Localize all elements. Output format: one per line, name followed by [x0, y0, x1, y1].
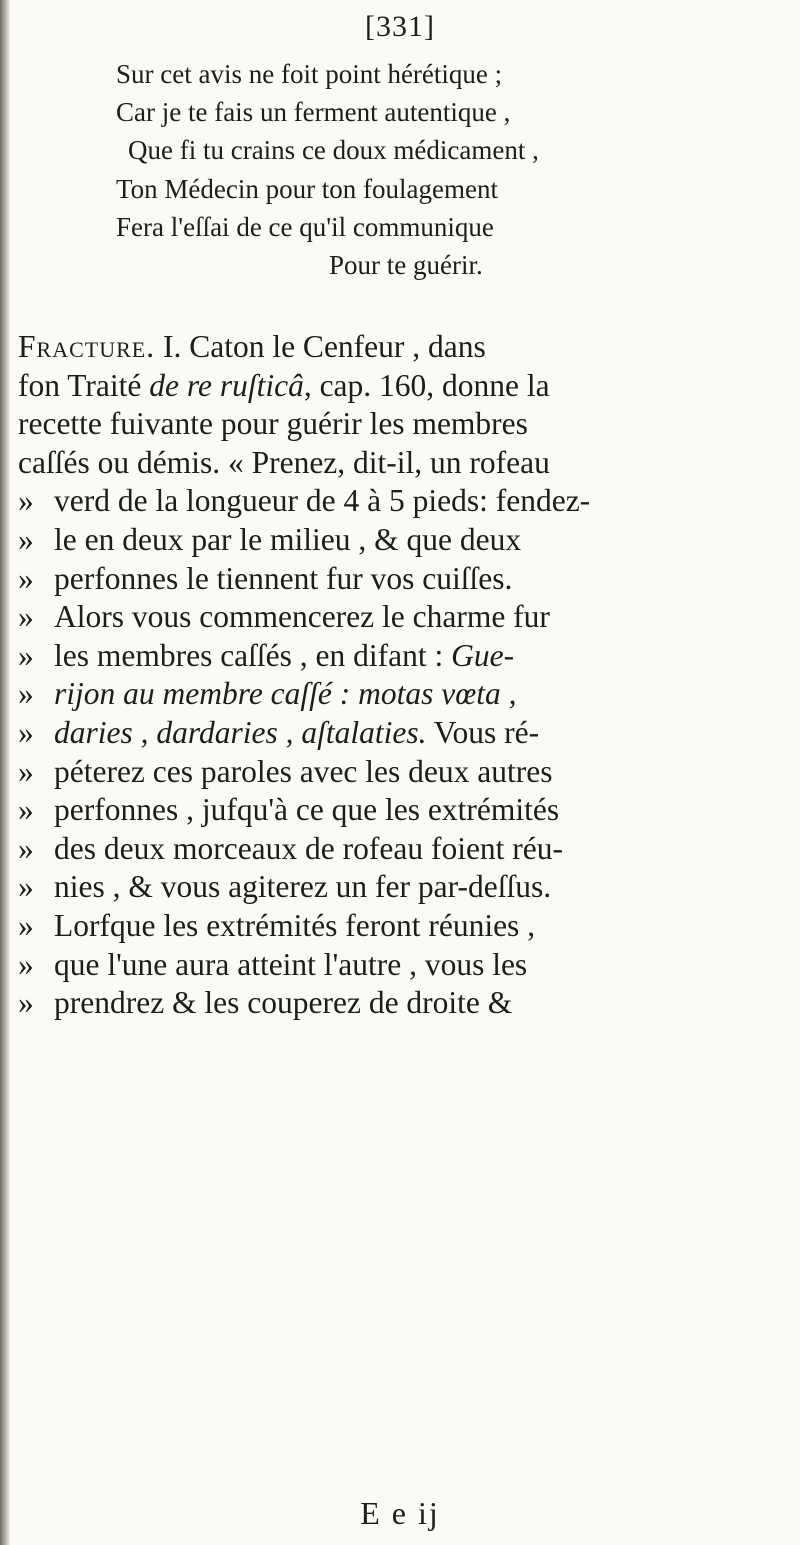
quoted-line	[18, 830, 788, 869]
quoted-line	[18, 714, 788, 753]
quoted-passage	[18, 482, 788, 1022]
entry-text: fon Traité	[18, 367, 150, 403]
quote-marker: »	[18, 946, 34, 982]
poem-line: Que fi tu crains ce doux médicament ,	[128, 135, 539, 166]
line-text: verd de la longueur de 4 à 5 pieds: fendez-	[54, 483, 591, 519]
quoted-line	[18, 637, 788, 676]
line-text: que l'une aura atteint l'autre , vous les	[54, 946, 528, 982]
quote-marker: »	[18, 676, 34, 712]
line-text: Alors vous commencerez le charme fur	[54, 599, 550, 635]
quoted-line-text	[54, 560, 512, 599]
line-text: perfonnes le tiennent fur vos cuiſſes.	[54, 560, 513, 596]
quoted-line-text	[54, 984, 512, 1023]
poem-line: Car je te fais un ferment autentique ,	[116, 97, 511, 128]
poem-block	[116, 55, 756, 284]
quote-marker: »	[18, 483, 34, 519]
quoted-line-text	[54, 753, 552, 792]
entry-text: Caton le Cenfeur , dans	[189, 329, 486, 364]
line-text: le en deux par le milieu , & que deux	[54, 521, 522, 557]
entry-line	[18, 328, 788, 367]
entry-line: caſſés ou démis. « Prenez, dit-il, un rofeau	[18, 444, 550, 480]
italic-text: daries , dardaries , aſtalaties.	[54, 714, 427, 750]
quote-marker: »	[18, 714, 34, 750]
entry-line	[18, 367, 788, 406]
poem-line: Sur cet avis ne foit point hérétique ;	[116, 59, 503, 89]
quoted-line-text	[54, 714, 539, 753]
quote-marker: »	[18, 753, 34, 789]
line-text: prendrez & les couperez de droite &	[54, 985, 513, 1021]
quoted-line	[18, 868, 788, 907]
signature-mark: E e ij	[360, 1495, 440, 1531]
quote-marker: »	[18, 869, 34, 905]
line-text: péterez ces paroles avec les deux autres	[54, 753, 553, 789]
quoted-line	[18, 521, 788, 560]
quoted-line	[18, 984, 788, 1023]
quoted-line	[18, 946, 788, 985]
line-text: Lorfque les extrémités feront réunies ,	[54, 907, 536, 943]
quote-marker: »	[18, 637, 34, 673]
italic-text: Gue-	[451, 637, 515, 673]
quoted-line-text	[54, 637, 514, 676]
page-binding-edge	[0, 0, 10, 1545]
quoted-line-text	[54, 482, 590, 521]
poem-line: Fera l'eſſai de ce qu'il communique	[116, 211, 494, 242]
quote-marker: »	[18, 599, 34, 635]
quoted-line	[18, 907, 788, 946]
quoted-line	[18, 598, 788, 637]
entry-heading: Fracture.	[18, 329, 156, 364]
quoted-line	[18, 791, 788, 830]
line-text: les membres caſſés , en difant :	[54, 637, 452, 673]
quote-marker: »	[18, 907, 34, 943]
poem-line: Ton Médecin pour ton foulagement	[116, 173, 499, 204]
line-text: nies , & vous agiterez un fer par-deſſus.	[54, 869, 552, 905]
poem-line: Pour te guérir.	[329, 250, 483, 281]
quoted-line	[18, 560, 788, 599]
line-text: perfonnes , jufqu'à ce que les extrémités	[54, 792, 560, 828]
quote-marker: »	[18, 985, 34, 1021]
quote-marker: »	[18, 560, 34, 596]
quote-marker: »	[18, 830, 34, 866]
quoted-line	[18, 675, 788, 714]
work-title: de re ruſticâ	[149, 367, 304, 403]
quoted-line-text	[54, 907, 535, 946]
entry-text: , cap. 160, donne la	[303, 367, 550, 403]
quoted-line-text	[54, 675, 517, 714]
quoted-line-text	[54, 946, 527, 985]
line-text: des deux morceaux de rofeau foient réu-	[54, 830, 564, 866]
entry-line: recette fuivante pour guérir les membres	[18, 406, 528, 442]
quoted-line	[18, 753, 788, 792]
page-number: [331]	[365, 10, 435, 43]
quoted-line-text	[54, 868, 551, 907]
quote-marker: »	[18, 792, 34, 828]
quoted-line-text	[54, 830, 563, 869]
italic-text: rijon au membre caſſé : motas vœta ,	[54, 676, 517, 712]
line-text: Vous ré-	[426, 714, 540, 750]
quoted-line	[18, 482, 788, 521]
quoted-line-text	[54, 521, 521, 560]
fracture-entry	[18, 328, 788, 1023]
quote-marker: »	[18, 521, 34, 557]
entry-number: I.	[162, 329, 182, 364]
quoted-line-text	[54, 598, 550, 637]
quoted-line-text	[54, 791, 559, 830]
